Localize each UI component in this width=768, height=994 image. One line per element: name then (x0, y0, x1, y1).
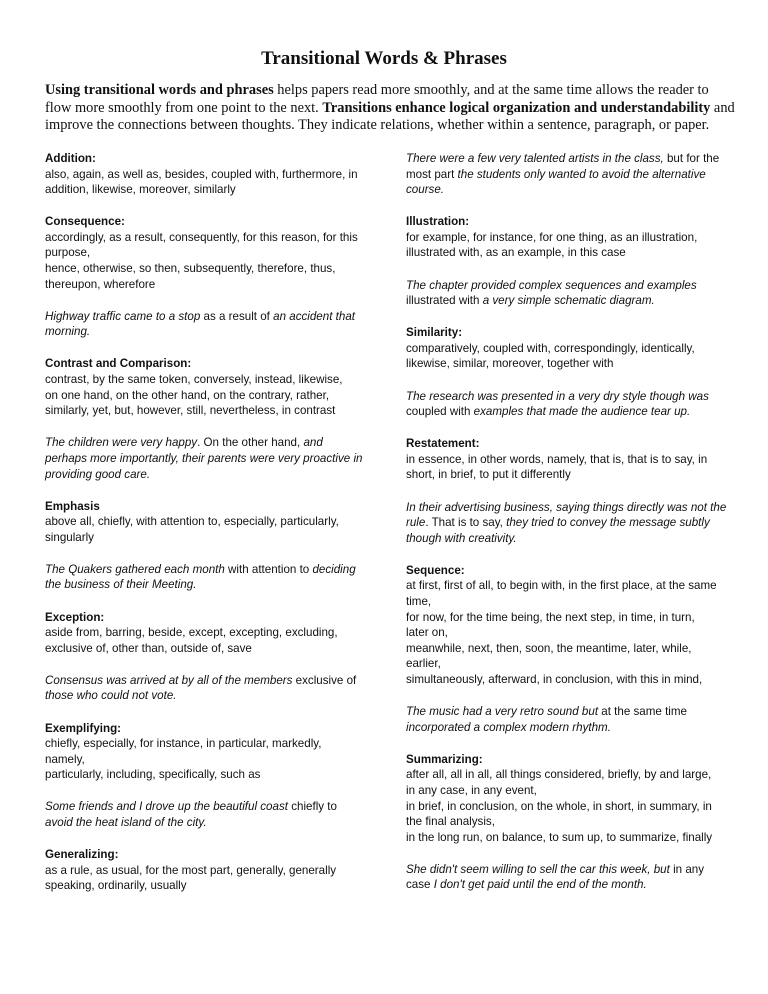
section-heading: Summarizing: (406, 752, 483, 766)
section-summarizing (406, 752, 731, 846)
word-list-line: short, in brief, to put it differently (406, 468, 571, 482)
word-list-line: contrast, by the same token, conversely, instead, likewise, (45, 373, 343, 387)
word-list-line: hence, otherwise, so then, subsequently, therefore, thus, (45, 262, 336, 276)
word-list-line: particularly, including, specifically, such as (45, 768, 261, 782)
word-list-line: at first, first of all, to begin with, in the first place, at the same (406, 579, 717, 593)
section-heading: Consequence: (45, 215, 125, 229)
example-italic: In their advertising business, saying things directly was not the rule (406, 500, 727, 530)
word-list-line: time, (406, 594, 432, 608)
word-list-line: in any case, in any event, (406, 783, 537, 797)
example-similarity (406, 389, 731, 420)
right-column (406, 151, 731, 909)
example-addition (406, 151, 731, 198)
example-italic: Consensus was arrived at by all of the members (45, 673, 293, 687)
example-italic: examples that made the audience tear up. (473, 405, 691, 419)
example-transition: as a result of (200, 309, 274, 323)
example-exception (45, 673, 365, 704)
section-heading: Emphasis (45, 499, 100, 513)
word-list-line: addition, likewise, moreover, similarly (45, 183, 236, 197)
word-list-line: as a rule, as usual, for the most part, generally, generally (45, 863, 337, 877)
example-italic: those who could not vote. (45, 689, 177, 703)
word-list-line: later on, (406, 626, 448, 640)
section-similarity (406, 325, 731, 372)
section-addition (45, 151, 365, 198)
example-transition: coupled with (406, 405, 474, 419)
word-list-line: thereupon, wherefore (45, 277, 156, 291)
example-sequence (406, 704, 731, 735)
example-transition: illustrated with (406, 294, 483, 308)
example-italic: The research was presented in a very dry style though was (406, 389, 709, 403)
example-italic: There were a few very talented artists in the class, (406, 152, 664, 165)
page-title: Transitional Words & Phrases (261, 48, 507, 69)
example-italic: The chapter provided complex sequences and examples (406, 278, 697, 292)
section-heading: Similarity: (406, 326, 463, 340)
word-list-line: above all, chiefly, with attention to, especially, particularly, (45, 515, 339, 529)
example-illustration (406, 278, 731, 309)
word-list-line: in the long run, on balance, to sum up, to summarize, finally (406, 830, 713, 844)
example-emphasis (45, 562, 365, 593)
example-transition: . That is to say, (425, 516, 507, 530)
example-contrast (45, 435, 365, 482)
example-transition: for the most part (406, 152, 720, 181)
word-list-line: namely, (45, 752, 85, 766)
example-transition: chiefly to (287, 800, 337, 814)
intro-text-2: and improve the connections between thoughts. They indicate relations, whether within a sentence, paragraph, or paper. (45, 99, 735, 133)
example-italic: I don't get paid until the end of the month. (433, 878, 647, 892)
example-italic: an accident that morning. (45, 309, 355, 339)
example-consequence (45, 309, 365, 340)
word-list-line: aside from, barring, beside, except, excepting, excluding, (45, 626, 338, 640)
example-italic: Highway traffic came to a stop (45, 309, 201, 323)
word-list-line: singularly (45, 530, 94, 544)
word-list-line: exclusive of, other than, outside of, save (45, 641, 252, 655)
example-italic: She didn't seem willing to sell the car this week, but (406, 862, 670, 876)
word-list-line: earlier, (406, 657, 441, 671)
section-heading: Exemplifying: (45, 721, 122, 735)
example-summarizing (406, 862, 731, 893)
word-list-line: for now, for the time being, the next step, in time, in turn, (406, 610, 695, 624)
example-transition: exclusive of (292, 673, 357, 687)
section-heading: Addition: (45, 152, 96, 165)
section-exception (45, 610, 365, 657)
example-transition: at the same time (598, 705, 687, 719)
section-consequence (45, 214, 365, 292)
example-italic: they tried to convey the message subtly though with creativity. (406, 516, 710, 545)
section-generalizing (45, 847, 365, 894)
left-column (45, 151, 365, 910)
example-transition: in any case (406, 862, 705, 892)
intro-bold-1: Using transitional words and phrases (45, 82, 274, 98)
example-italic: avoid the heat island of the city. (45, 816, 207, 829)
example-transition: but (663, 152, 687, 165)
section-contrast (45, 356, 365, 418)
section-heading: Sequence: (406, 563, 465, 577)
word-list-line: also, again, as well as, besides, coupled with, furthermore, in (45, 167, 358, 181)
example-transition: with attention to (224, 562, 313, 576)
section-heading: Contrast and Comparison: (45, 357, 192, 371)
example-italic: The Quakers gathered each month (45, 562, 225, 576)
section-restatement (406, 436, 731, 483)
word-list-line: for example, for instance, for one thing, as an illustration, (406, 230, 698, 244)
intro-bold-2: Transitions enhance logical organization and understandability (322, 99, 711, 116)
section-emphasis (45, 499, 365, 546)
word-list-line: illustrated with, as an example, in this case (406, 246, 626, 260)
example-italic: Some friends and I drove up the beautiful coast (45, 800, 288, 814)
example-italic: the students only wanted to avoid the alternative course. (406, 167, 706, 197)
section-heading: Illustration: (406, 215, 470, 229)
section-heading: Exception: (45, 610, 105, 624)
example-italic: and perhaps more importantly, their parents were very proactive in providing good care. (45, 436, 363, 481)
word-list-line: the final analysis, (406, 815, 495, 829)
example-restatement (406, 500, 731, 547)
example-italic: The children were very happy (45, 436, 198, 450)
example-exemplifying (45, 799, 365, 830)
section-exemplifying (45, 721, 365, 783)
section-heading: Generalizing: (45, 848, 119, 862)
word-list-line: after all, all in all, all things considered, briefly, by and large, (406, 768, 712, 782)
word-list-line: likewise, similar, moreover, together with (406, 357, 614, 371)
example-transition: . On the other hand, (197, 436, 304, 450)
intro-paragraph (45, 82, 735, 135)
word-list-line: accordingly, as a result, consequently, for this reason, for this (45, 230, 358, 244)
word-list-line: similarly, yet, but, however, still, nevertheless, in contrast (45, 404, 336, 418)
section-sequence (406, 563, 731, 688)
word-list-line: speaking, ordinarily, usually (45, 879, 187, 893)
example-italic: deciding the business of their Meeting. (45, 562, 356, 592)
word-list-line: in essence, in other words, namely, that is, that is to say, in (406, 452, 708, 466)
example-italic: a very simple schematic diagram. (482, 294, 655, 308)
section-illustration (406, 214, 731, 261)
word-list-line: in brief, in conclusion, on the whole, in short, in summary, in (406, 799, 712, 813)
word-list-line: comparatively, coupled with, correspondingly, identically, (406, 341, 695, 355)
example-italic: incorporated a complex modern rhythm. (406, 720, 611, 734)
section-heading: Restatement: (406, 437, 480, 451)
word-list-line: simultaneously, afterward, in conclusion, with this in mind, (406, 672, 703, 686)
word-list-line: meanwhile, next, then, soon, the meantime, later, while, (406, 641, 692, 655)
word-list-line: on one hand, on the other hand, on the contrary, rather, (45, 388, 330, 402)
example-italic: The music had a very retro sound but (406, 705, 599, 719)
intro-text-1: helps papers read more smoothly, and at the same time allows the reader to flow more smoothly from one point to the next. (45, 82, 709, 116)
word-list-line: chiefly, especially, for instance, in particular, markedly, (45, 737, 322, 751)
word-list-line: purpose, (45, 246, 91, 260)
